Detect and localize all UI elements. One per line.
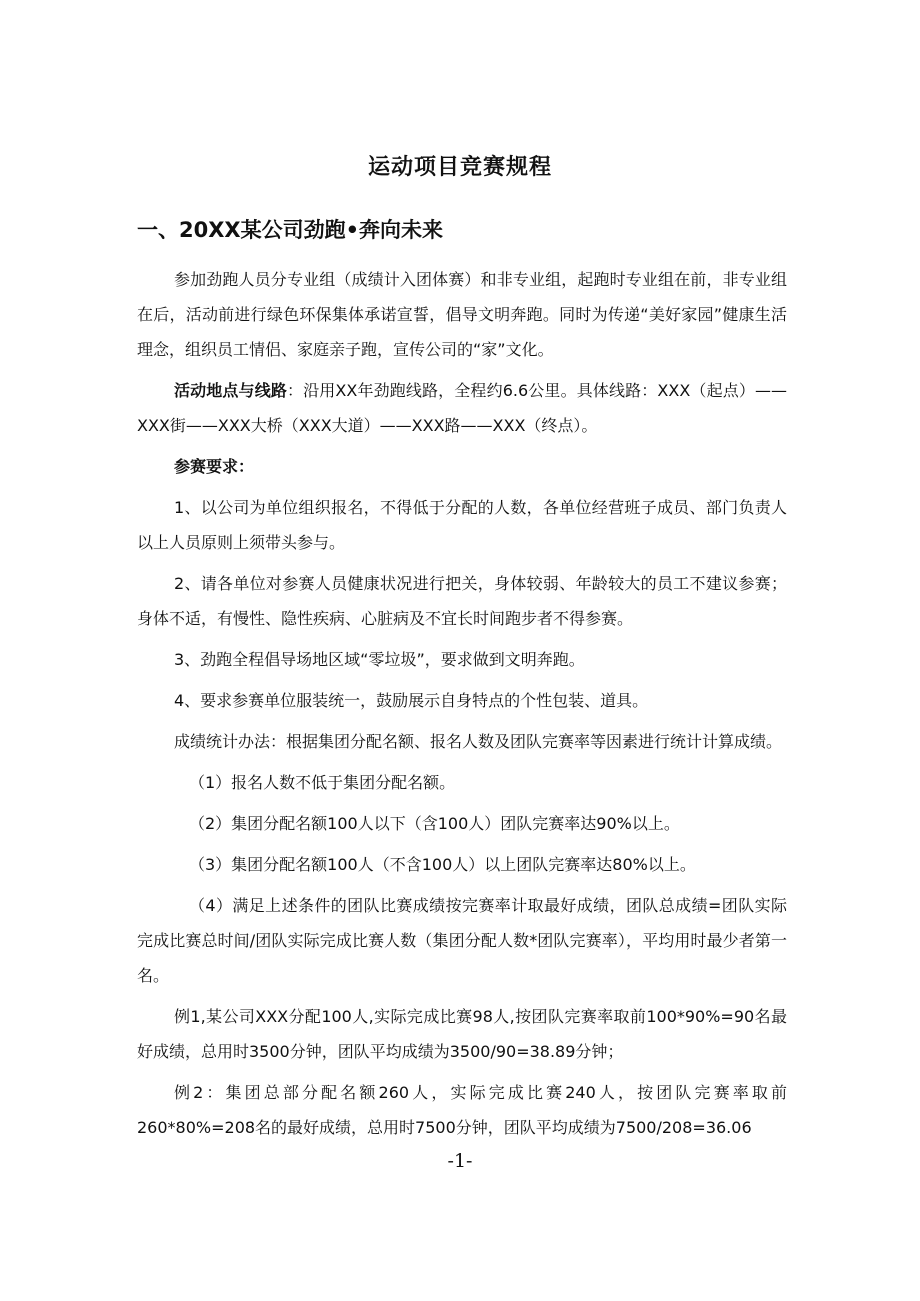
intro-paragraph: 参加劲跑人员分专业组（成绩计入团体赛）和非专业组，起跑时专业组在前，非专业组在后，活动前进行绿色环保集体承诺宣誓，倡导文明奔跑。同时为传递“美好家园”健康生活理念，组织员工情侣、家庭亲子跑，宣传公司的“家”文化。 [137,270,787,359]
route-paragraph [137,373,787,443]
requirement-item: 3、劲跑全程倡导场地区域“零垃圾”，要求做到文明奔跑。 [174,650,585,669]
route-label: 活动地点与线路 [174,381,287,400]
requirement-item: 1、以公司为单位组织报名，不得低于分配的人数，各单位经营班子成员、部门负责人以上人员原则上须带头参与。 [137,498,787,552]
requirements-label: 参赛要求： [174,457,255,476]
scoring-intro: 成绩统计办法：根据集团分配名额、报名人数及团队完赛率等因素进行统计计算成绩。 [174,732,783,751]
scoring-rule: （2）集团分配名额100人以下（含100人）团队完赛率达90%以上。 [189,814,680,833]
requirement-item: 2、请各单位对参赛人员健康状况进行把关，身体较弱、年龄较大的员工不建议参赛；身体不适，有慢性、隐性疾病、心脏病及不宜长时间跑步者不得参赛。 [137,574,787,628]
scoring-rule: （3）集团分配名额100人（不含100人）以上团队完赛率达80%以上。 [189,855,696,874]
section-heading: 一、20XX某公司劲跑•奔向未来 [137,218,444,242]
example-paragraph: 例2：集团总部分配名额260人，实际完成比赛240人，按团队完赛率取前260*80%=208名的最好成绩，总用时7500分钟，团队平均成绩为7500/208=36.06 [137,1083,787,1137]
example-paragraph: 例1,某公司XXX分配100人,实际完成比赛98人,按团队完赛率取前100*90%=90名最好成绩，总用时3500分钟，团队平均成绩为3500/90=38.89分钟； [137,1007,787,1061]
page-number: -1- [447,1150,473,1172]
requirement-item: 4、要求参赛单位服装统一，鼓励展示自身特点的个性包装、道具。 [174,691,649,710]
scoring-rule: （4）满足上述条件的团队比赛成绩按完赛率计取最好成绩，团队总成绩=团队实际完成比赛总时间/团队实际完成比赛人数（集团分配人数*团队完赛率），平均用时最少者第一名。 [137,896,787,985]
document-body [137,262,787,1151]
scoring-rule: （1）报名人数不低于集团分配名额。 [189,773,456,792]
page-title: 运动项目竞赛规程 [367,155,552,180]
route-text: ：沿用XX年劲跑线路，全程约6.6公里。具体线路：XXX（起点）——XXX街——XXX大桥（XXX大道）——XXX路——XXX（终点）。 [137,381,787,435]
